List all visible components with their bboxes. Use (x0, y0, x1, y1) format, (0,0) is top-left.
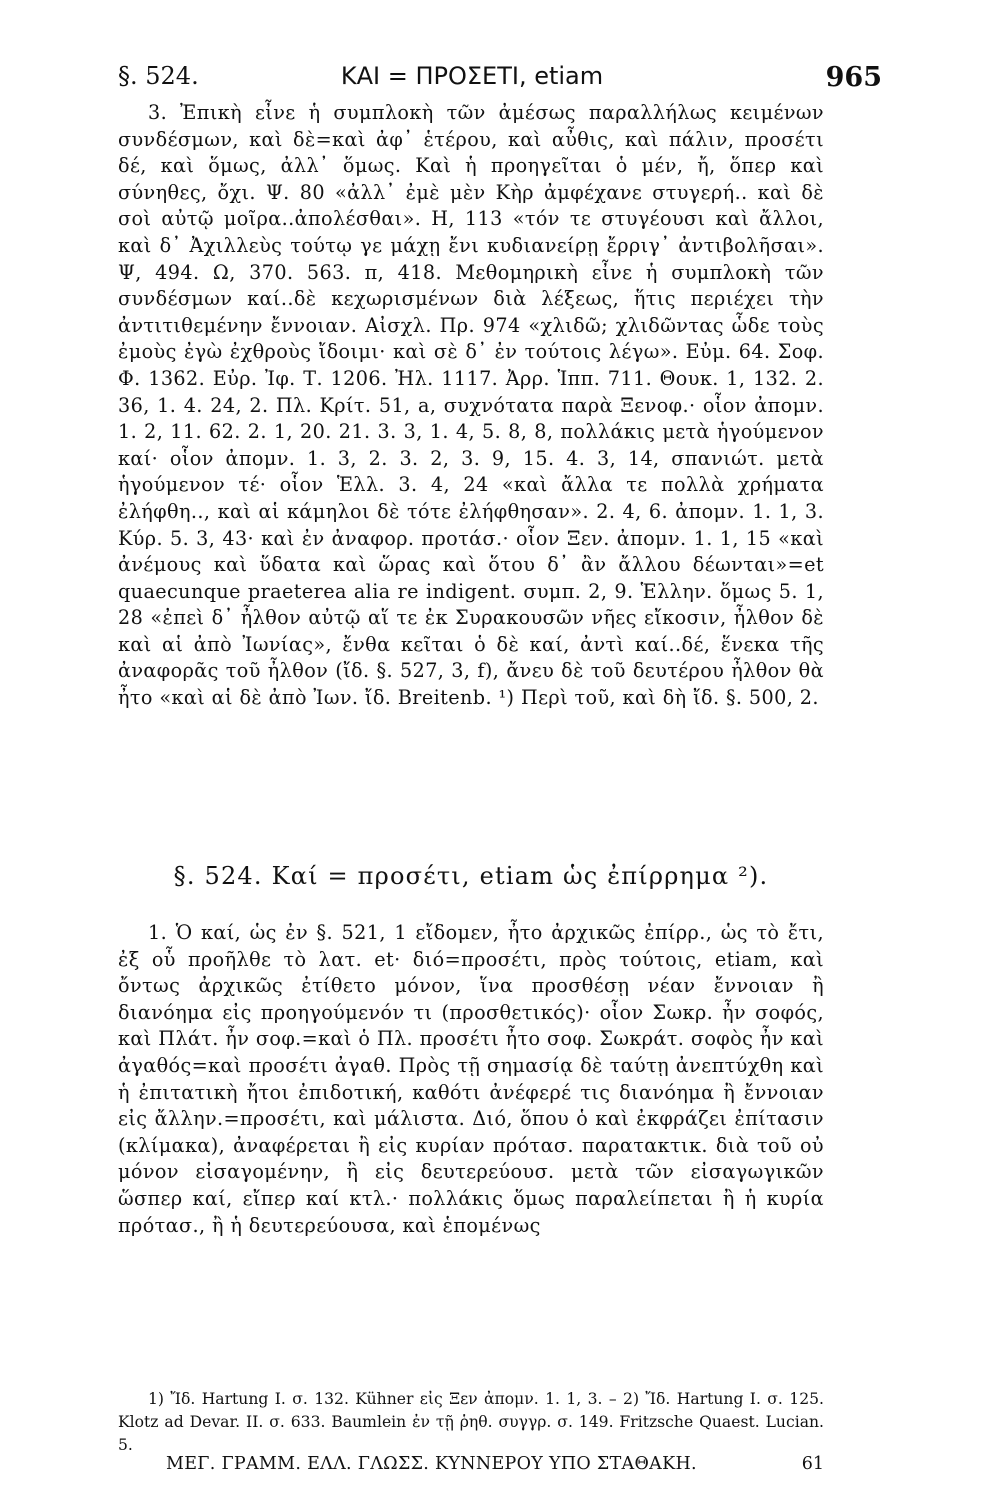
section-1-paragraph: 1. Ὁ καί, ὡς ἐν §. 521, 1 εἴδομεν, ἦτο ἀρχικῶς ἐπίρρ., ὡς τὸ ἔτι, ἐξ οὗ προῆλθε τὸ λατ. et· διό=προσέτι, πρὸς τούτοις, etiam, καὶ ὄντως ἀρχικῶς ἐτίθετο μόνον, ἵνα προσθέσῃ νέαν ἔννοιαν ἢ διανόημα εἰς προηγούμενόν τι (προσθετικός)· οἷον Σωκρ. ἦν σοφός, καὶ Πλάτ. ἦν σοφ.=καὶ ὁ Πλ. προσέτι ἦτο σοφ. Σωκράτ. σοφὸς ἦν καὶ ἀγαθός=καὶ προσέτι ἀγαθ. Πρὸς τῇ σημασίᾳ δὲ ταύτῃ ἀνεπτύχθη καὶ ἡ ἐπιτατικὴ ἤτοι ἐπιδοτική, καθότι ἀνέφερέ τις διανόημα ἢ ἔννοιαν εἰς ἄλλην.=προσέτι, καὶ μάλιστα. Διό, ὅπου ὁ καὶ ἐκφράζει ἐπίτασιν (κλίμακα), ἀναφέρεται ἢ εἰς κυρίαν πρότασ. παρατακτικ. διὰ τοῦ οὐ μόνον εἰσαγομένην, ἢ εἰς δευτερεύουσ. μετὰ τῶν εἰσαγωγικῶν ὥσπερ καί, εἴπερ καί κτλ.· πολλάκις ὅμως παραλείπεται ἢ ἡ κυρία πρότασ., ἢ ἡ δευτερεύουσα, καὶ ἑπομένως (118, 921, 824, 1237)
section-heading: §. 524. Καί = προσέτι, etiam ὡς ἐπίρρημα ²). (173, 862, 769, 890)
header-title: ΚΑΙ = ΠΡΟΣΕΤΙ, etiam (340, 62, 604, 90)
signature-number: 61 (801, 1454, 824, 1474)
section-3-paragraph: 3. Ἐπικὴ εἶνε ἡ συμπλοκὴ τῶν ἀμέσως παραλλήλως κειμένων συνδέσμων, καὶ δὲ=καὶ ἀφ᾽ ἑτέρου, καὶ αὖθις, καὶ πάλιν, προσέτι δέ, καὶ ὅμως, ἀλλ᾽ ὅμως. Καὶ ἡ προηγεῖται ὁ μέν, ἤ, ὅπερ καὶ σύνηθες, ὄχι. Ψ. 80 «ἀλλ᾽ ἐμὲ μὲν Κὴρ ἀμφέχανε στυγερή.. καὶ δὲ σοὶ αὐτῷ μοῖρα..ἀπολέσθαι». Η, 113 «τόν τε στυγέουσι καὶ ἄλλοι, καὶ δ᾽ Ἀχιλλεὺς τούτῳ γε μάχῃ ἔνι κυδιανείρῃ ἔρριγ᾽ ἀντιβολῆσαι». Ψ, 494. Ω, 370. 563. π, 418. Μεθομηρικὴ εἶνε ἡ συμπλοκὴ τῶν συνδέσμων καί..δὲ κεχωρισμένων διὰ λέξεως, ἥτις περιέχει τὴν ἀντιτιθεμένην ἔννοιαν. Αἰσχλ. Πρ. 974 «χλιδῶ; χλιδῶντας ὧδε τοὺς ἐμοὺς ἐγὼ ἐχθροὺς ἴδοιμι· καὶ σὲ δ᾽ ἐν τούτοις λέγω». Εὐμ. 64. Σοφ. Φ. 1362. Εὐρ. Ἰφ. Τ. 1206. Ἠλ. 1117. Ἀρρ. Ἱππ. 711. Θουκ. 1, 132. 2. 36, 1. 4. 24, 2. Πλ. Κρίτ. 51, a, συχνότατα παρὰ Ξενοφ.· οἷον ἀπομν. 1. 2, 11. 62. 2. 1, 20. 21. 3. 3, 1. 4, 5. 8, 8, πολλάκις μετὰ ἡγούμενον καί· οἷον ἀπομν. 1. 3, 2. 3. 2, 3. 9, 15. 4. 3, 14, σπανιώτ. μετὰ ἡγούμενον τέ· οἷον Ἑλλ. 3. 4, 24 «καὶ ἄλλα τε πολλὰ χρήματα ἐλήφθη.., καὶ αἱ κάμηλοι δὲ τότε ἐλήφθησαν». 2. 4, 6. ἀπομν. 1. 1, 3. Κύρ. 5. 3, 43· καὶ ἐν ἀναφορ. προτάσ.· οἷον Ξεν. ἀπομν. 1. 1, 15 «καὶ ἀνέμους καὶ ὕδατα καὶ ὥρας καὶ ὅτου δ᾽ ἂν ἄλλου δέωνται»=et quaecunque praeterea alia re indigent. συμπ. 2, 9. Ἑλλην. ὅμως 5. 1, 28 «ἐπεὶ δ᾽ ἦλθον αὐτῷ αἵ τε ἐκ Συρακουσῶν νῆες εἴκοσιν, ἦλθον δὲ καὶ αἱ ἀπὸ Ἰωνίας», ἔνθα κεῖται ὁ δὲ καί, ἀντὶ καί..δέ, ἕνεκα τῆς ἀναφορᾶς τοῦ ἦλθον (ἴδ. §. 527, 3, f), ἄνευ δὲ τοῦ δευτέρου ἦλθον θὰ ἦτο «καὶ αἱ δὲ ἀπὸ Ἰων. ἴδ. Breitenb. ¹) Περὶ τοῦ, καὶ δὴ ἴδ. §. 500, 2. (118, 101, 824, 710)
footnotes: 1) Ἴδ. Hartung I. σ. 132. Kühner εἰς Ξεν ἀπομν. 1. 1, 3. – 2) Ἴδ. Hartung I. σ. 125. Klotz ad Devar. II. σ. 633. Baumlein ἐν τῇ ῥηθ. συγγρ. σ. 149. Fritzsche Quaest. Lucian. 5. (118, 1390, 824, 1454)
page-number: 965 (825, 62, 882, 93)
signature-text: ΜΕΓ. ΓΡΑΜΜ. ΕΛΛ. ΓΛΩΣΣ. ΚΥΝΝΕΡΟΥ ΥΠΟ ΣΤΑΘΑΚΗ. (166, 1454, 697, 1474)
header-section-number: §. 524. (118, 62, 199, 90)
running-header (118, 62, 882, 102)
